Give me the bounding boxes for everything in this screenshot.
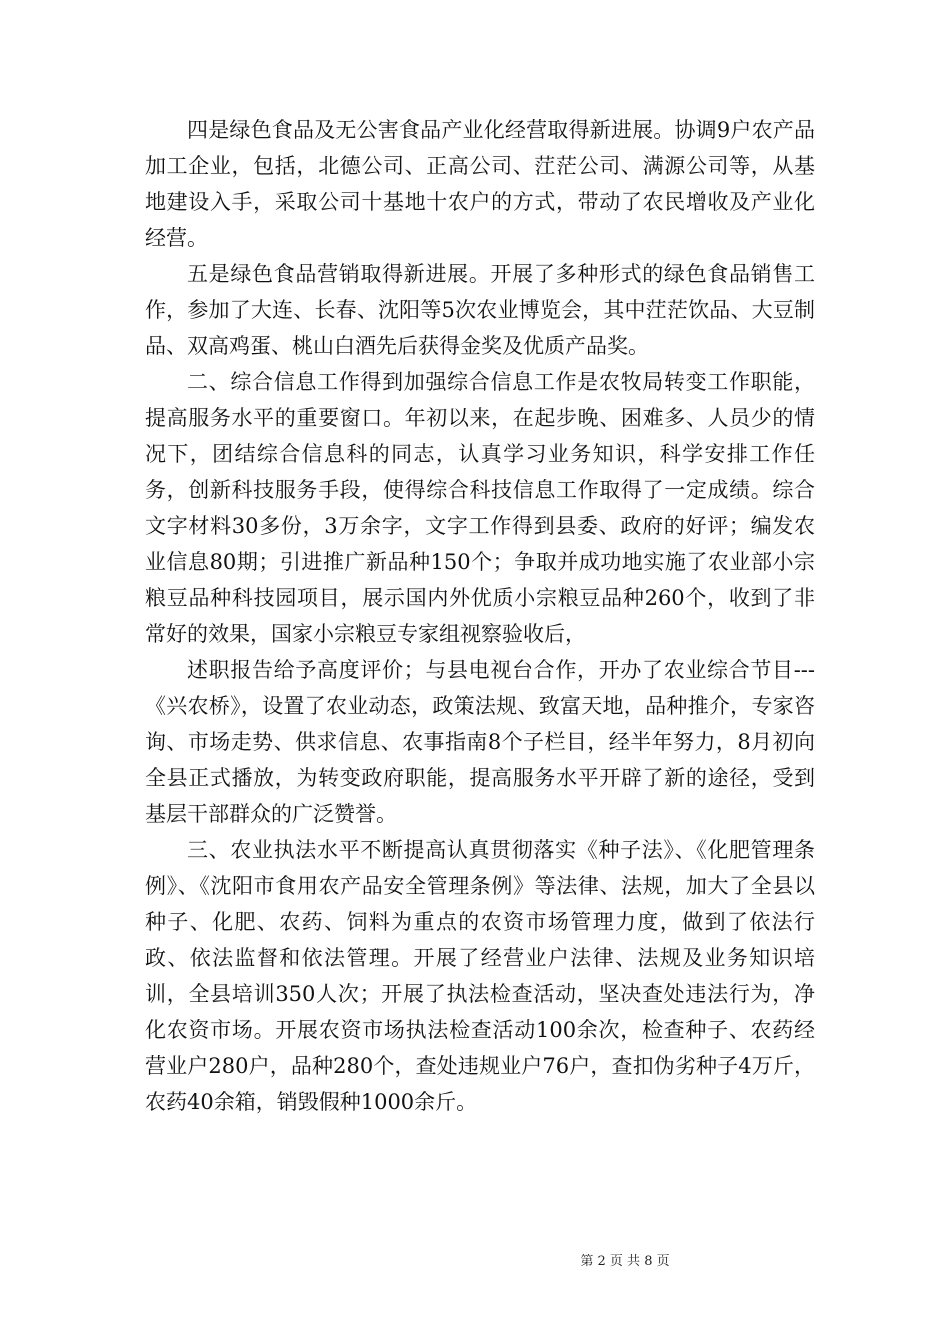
paragraph-report-evaluation: 述职报告给予高度评价；与县电视台合作，开办了农业综合节目---《兴农桥》，设置了农业动态，政策法规、致富天地，品种推介，专家咨询、市场走势、供求信息、农事指南8个子栏目，经半年努力，8月初向全县正式播放，为转变政府职能，提高服务水平开辟了新的途径，受到基层干部群众的广泛赞誉。 xyxy=(145,658,815,826)
document-body xyxy=(145,112,815,1120)
paragraph-law-enforcement: 三、农业执法水平不断提高认真贯彻落实《种子法》、《化肥管理条例》、《沈阳市食用农产品安全管理条例》等法律、法规，加大了全县以种子、化肥、农药、饲料为重点的农资市场管理力度，做到了依法行政、依法监督和依法管理。开展了经营业户法律、法规及业务知识培训，全县培训350人次；开展了执法检查活动，坚决查处违法行为，净化农资市场。开展农资市场执法检查活动100余次，检查种子、农药经营业户280户，品种280个，查处违规业户76户，查扣伪劣种子4万斤，农药40余箱，销毁假种1000余斤。 xyxy=(145,838,815,1114)
page-number: 第 2 页 共 8 页 xyxy=(580,1254,670,1269)
paragraph-information-work: 二、综合信息工作得到加强综合信息工作是农牧局转变工作职能，提高服务水平的重要窗口。年初以来，在起步晚、困难多、人员少的情况下，团结综合信息科的同志，认真学习业务知识，科学安排工作任务，创新科技服务手段，使得综合科技信息工作取得了一定成绩。综合文字材料30多份，3万余字，文字工作得到县委、政府的好评；编发农业信息80期；引进推广新品种150个；争取并成功地实施了农业部小宗粮豆品种科技园项目，展示国内外优质小宗粮豆品种260个，收到了非常好的效果，国家小宗粮豆专家组视察验收后， xyxy=(145,370,815,646)
paragraph-green-food-marketing: 五是绿色食品营销取得新进展。开展了多种形式的绿色食品销售工作，参加了大连、长春、沈阳等5次农业博览会，其中茳茫饮品、大豆制品、双高鸡蛋、桃山白酒先后获得金奖及优质产品奖。 xyxy=(145,262,815,358)
paragraph-green-food-industrialization: 四是绿色食品及无公害食品产业化经营取得新进展。协调9户农产品加工企业，包括，北德公司、正高公司、茳茫公司、满源公司等，从基地建设入手，采取公司十基地十农户的方式，带动了农民增收及产业化经营。 xyxy=(145,118,815,250)
page-footer xyxy=(0,1250,950,1269)
